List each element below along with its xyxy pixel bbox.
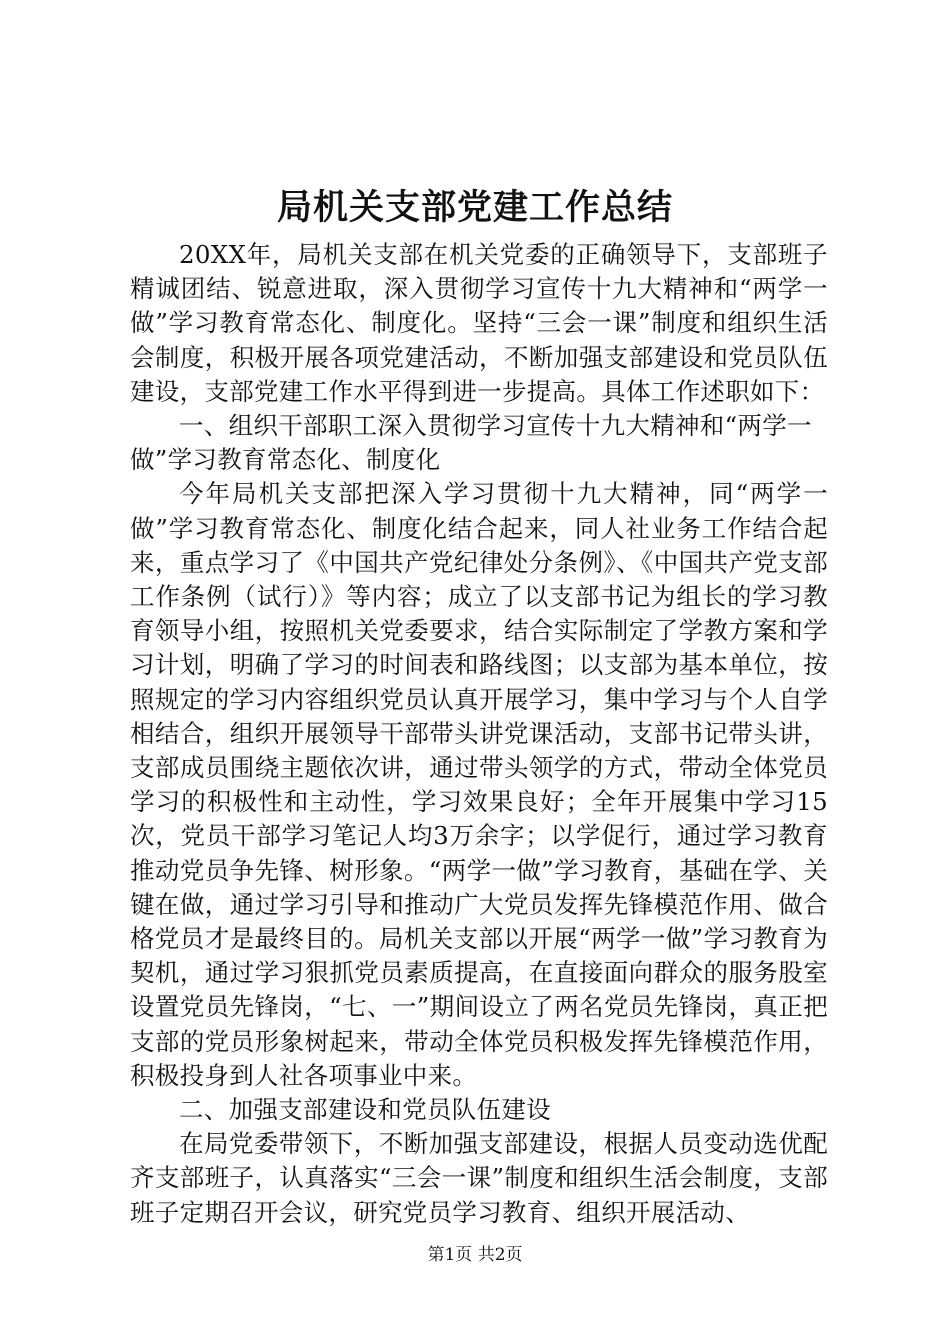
section-heading-1: 一、组织干部职工深入贯彻学习宣传十九大精神和“两学一做”学习教育常态化、制度化 xyxy=(130,411,812,475)
intro-paragraph: 20XX年，局机关支部在机关党委的正确领导下，支部班子精诚团结、锐意进取，深入贯彻学习宣传十九大精神和“两学一做”学习教育常态化、制度化。坚持“三会一课”制度和组织生活会制度，积极开展各项党建活动，不断加强支部建设和党员队伍建设，支部党建工作水平得到进一步提高。具体工作述职如下： xyxy=(130,240,828,406)
document-title: 局机关支部党建工作总结 xyxy=(276,187,673,228)
document-body xyxy=(130,238,828,1230)
section-1-paragraph: 今年局机关支部把深入学习贯彻十九大精神，同“两学一做”学习教育常态化、制度化结合起来，同人社业务工作结合起来，重点学习了《中国共产党纪律处分条例》、《中国共产党支部工作条例（试行）》等内容；成立了以支部书记为组长的学习教育领导小组，按照机关党委要求，结合实际制定了学教方案和学习计划，明确了学习的时间表和路线图；以支部为基本单位，按照规定的学习内容组织党员认真开展学习，集中学习与个人自学相结合，组织开展领导干部带头讲党课活动，支部书记带头讲，支部成员围绕主题依次讲，通过带头领学的方式，带动全体党员学习的积极性和主动性，学习效果良好；全年开展集中学习15次，党员干部学习笔记人均3万余字；以学促行，通过学习教育推动党员争先锋、树形象。“两学一做”学习教育，基础在学、关键在做，通过学习引导和推动广大党员发挥先锋模范作用、做合格党员才是最终目的。局机关支部以开展“两学一做”学习教育为契机，通过学习狠抓党员素质提高，在直接面向群众的服务股室设置党员先锋岗，“七、一”期间设立了两名党员先锋岗，真正把支部的党员形象树起来，带动全体党员积极发挥先锋模范作用，积极投身到人社各项事业中来。 xyxy=(130,479,829,1090)
page-footer: 第1页 共2页 xyxy=(427,1245,523,1265)
section-2-paragraph: 在局党委带领下，不断加强支部建设，根据人员变动选优配齐支部班子，认真落实“三会一课”制度和组织生活会制度，支部班子定期召开会议，研究党员学习教育、组织开展活动、 xyxy=(130,1129,828,1227)
section-heading-2: 二、加强支部建设和党员队伍建设 xyxy=(179,1095,551,1125)
